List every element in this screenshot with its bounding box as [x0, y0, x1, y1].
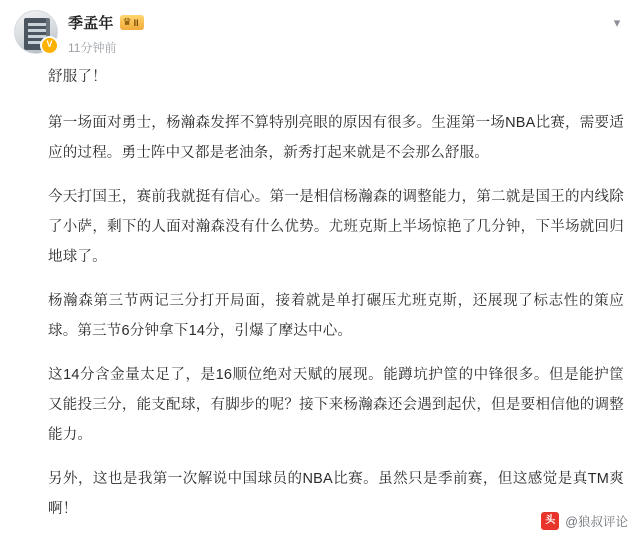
post-paragraph: 另外，这也是我第一次解说中国球员的NBA比赛。虽然只是季前赛，但这感觉是真TM爽啊！	[48, 471, 624, 517]
toutiao-logo-icon: 头条	[541, 512, 559, 530]
post-header	[0, 0, 640, 62]
chevron-down-icon: ▾	[613, 15, 621, 30]
author-name[interactable]: 季孟年	[68, 15, 114, 32]
author-info	[68, 10, 606, 56]
post-paragraph: 第一场面对勇士，杨瀚森发挥不算特别亮眼的原因有很多。生涯第一场NBA比赛，需要适应的过程。勇士阵中又都是老油条，新秀打起来就是不会那么舒服。	[48, 115, 624, 161]
watermark	[541, 512, 628, 544]
post-paragraph: 杨瀚森第三节两记三分打开局面，接着就是单打碾压尤班克斯，还展现了标志性的策应球。第三节6分钟拿下14分，引爆了摩达中心。	[48, 293, 624, 339]
author-name-row	[68, 12, 606, 33]
watermark-text: @狼叔评论	[565, 515, 628, 529]
more-options-button[interactable]	[606, 12, 628, 34]
post-paragraph: 今天打国王，赛前我就挺有信心。第一是相信杨瀚森的调整能力，第二就是国王的内线除了小萨，剩下的人面对瀚森没有什么优势。尤班克斯上半场惊艳了几分钟，下半场就回归地球了。	[48, 189, 624, 265]
avatar[interactable]	[14, 10, 58, 54]
post-timestamp: 11分钟前	[68, 41, 117, 55]
verified-badge-icon: V	[40, 36, 59, 55]
post-content	[0, 62, 640, 524]
post-paragraph: 这14分含金量太足了，是16顺位绝对天赋的展现。能蹲坑护筐的中锋很多。但是能护筐又能投三分，能支配球，有脚步的呢？接下来杨瀚森还会遇到起伏，但是要相信他的调整能力。	[48, 367, 624, 443]
author-level-label: II	[133, 17, 139, 28]
post-paragraph: 舒服了！	[48, 69, 107, 85]
author-level-badge	[120, 15, 144, 30]
left-edge-strip	[0, 0, 4, 538]
crown-icon: ♛	[122, 16, 132, 28]
